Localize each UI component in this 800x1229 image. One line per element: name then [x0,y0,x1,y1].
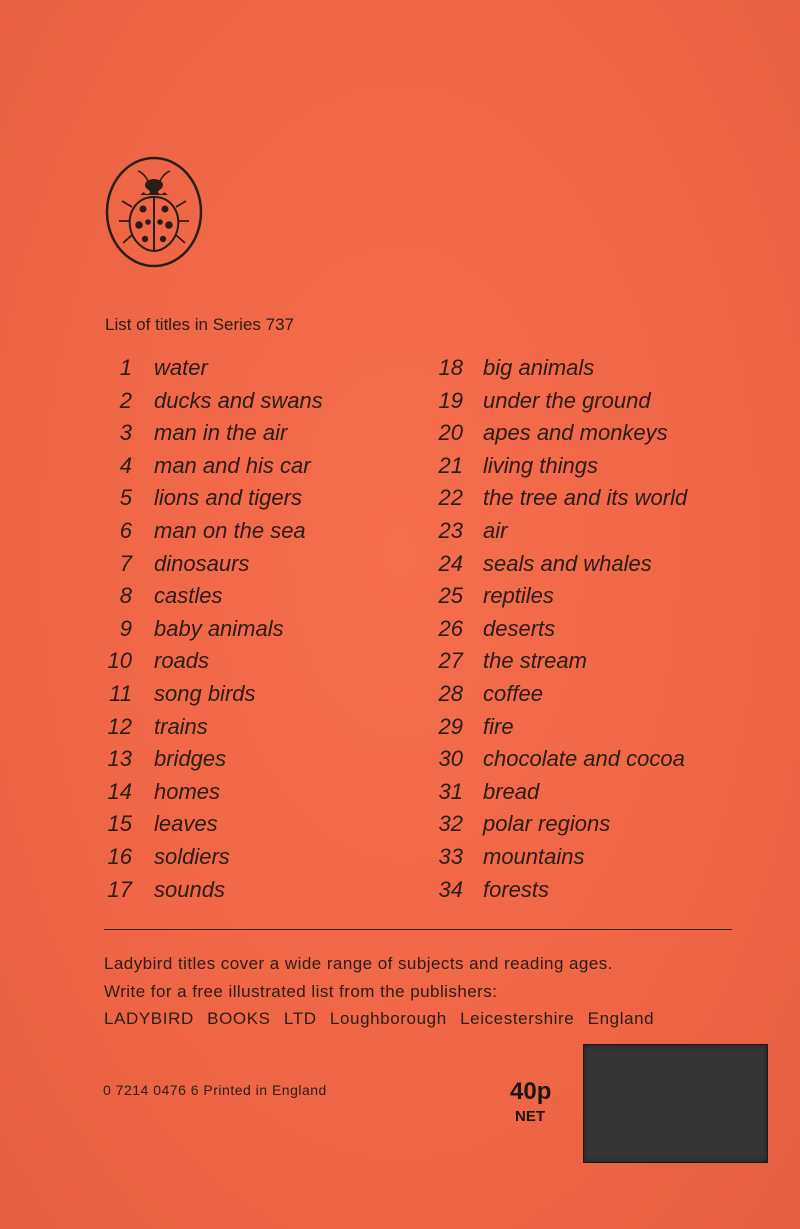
title-number: 6 [119,517,132,543]
title-name: homes [154,778,221,804]
title-list-item [430,616,760,649]
title-name: fire [483,713,514,739]
title-number: 15 [107,811,132,837]
title-list-item [430,681,760,714]
title-number: 26 [438,615,463,641]
title-number: 33 [438,843,463,869]
title-number: 2 [119,387,132,413]
publisher-info-line-1: Ladybird titles cover a wide range of subjects and reading ages. [104,954,613,973]
title-list-item [100,355,430,388]
title-number: 5 [119,485,132,511]
title-list-item [430,877,760,910]
title-number: 3 [119,420,132,446]
title-list-item [430,388,760,421]
title-number: 25 [438,583,463,609]
title-name: air [483,517,508,543]
title-number: 19 [438,387,463,413]
title-list-item [100,877,430,910]
title-number: 34 [438,876,463,902]
title-list-item [100,388,430,421]
title-name: chocolate and cocoa [483,746,685,772]
title-number: 24 [438,550,463,576]
title-list-item [100,648,430,681]
title-number: 23 [438,517,463,543]
price-amount: 40p [510,1078,552,1105]
title-number: 17 [107,876,132,902]
title-number: 18 [438,355,463,380]
title-list-item [430,844,760,877]
title-name: dinosaurs [154,550,250,576]
title-list-item [100,616,430,649]
title-name: mountains [483,843,585,869]
title-list-item [100,453,430,486]
title-name: water [154,355,208,380]
title-name: ducks and swans [154,387,323,413]
title-number: 7 [119,550,132,576]
title-name: trains [154,713,208,739]
title-list-item [430,355,760,388]
title-number: 13 [107,746,132,772]
title-list-item [430,811,760,844]
title-number: 14 [107,778,132,804]
title-name: sounds [154,876,225,902]
publisher-info-line-2: Write for a free illustrated list from the publishers: [104,982,498,1001]
title-name: the tree and its world [483,485,688,511]
title-number: 10 [107,648,132,674]
title-list-item [430,779,760,812]
price-sticker [583,1044,768,1163]
title-number: 32 [438,811,463,837]
title-list-item [100,551,430,584]
title-list-item [430,583,760,616]
title-list-item [430,420,760,453]
title-list-item [100,746,430,779]
title-name: coffee [483,680,543,706]
title-list-item [100,681,430,714]
title-name: bread [483,778,540,804]
series-heading: List of titles in Series 737 [105,315,294,334]
title-list-item [430,714,760,747]
title-number: 27 [438,648,463,674]
title-list-item [430,485,760,518]
title-name: castles [154,583,223,609]
title-name: soldiers [154,843,230,869]
title-number: 21 [438,452,463,478]
isbn-printed-line: 0 7214 0476 6 Printed in England [103,1082,327,1098]
title-name: bridges [154,746,227,772]
ladybird-logo [104,155,204,269]
title-name: forests [483,876,550,902]
title-list-item [430,453,760,486]
title-list-item [100,485,430,518]
title-name: man and his car [154,452,311,478]
publisher-address: LADYBIRD BOOKS LTD Loughborough Leicestershire England [104,1009,655,1028]
title-number: 16 [107,843,132,869]
title-name: polar regions [483,811,611,837]
title-number: 22 [438,485,463,511]
title-name: living things [483,452,598,478]
title-number: 29 [438,713,463,739]
title-number: 8 [119,583,132,609]
title-number: 20 [438,420,463,446]
title-number: 12 [107,713,132,739]
title-name: roads [154,648,210,674]
title-name: leaves [154,811,218,837]
title-name: seals and whales [483,550,652,576]
title-list-item [100,420,430,453]
title-number: 31 [438,778,463,804]
titles-right-column [430,355,760,909]
title-name: man in the air [154,420,288,446]
title-number: 28 [438,680,463,706]
title-number: 4 [119,452,132,478]
title-name: big animals [483,355,595,380]
title-list-item [100,518,430,551]
title-list-item [100,583,430,616]
title-name: reptiles [483,583,554,609]
title-number: 30 [438,746,463,772]
price-net-label: NET [515,1108,545,1125]
title-list-item [430,746,760,779]
ladybird-icon [104,155,204,269]
title-name: baby animals [154,615,284,641]
title-name: the stream [483,648,587,674]
title-list-item [100,779,430,812]
title-name: apes and monkeys [483,420,668,446]
title-name: man on the sea [154,517,306,543]
title-number: 1 [119,355,132,380]
title-list-item [100,714,430,747]
title-list-item [430,518,760,551]
title-list-item [430,648,760,681]
title-number: 9 [119,615,132,641]
title-list-item [100,844,430,877]
title-list-item [100,811,430,844]
title-name: under the ground [483,387,651,413]
title-number: 11 [109,680,132,706]
divider-rule [104,929,732,930]
title-list-item [430,551,760,584]
title-name: deserts [483,615,556,641]
title-name: song birds [154,680,256,706]
title-name: lions and tigers [154,485,302,511]
titles-left-column [100,355,430,909]
